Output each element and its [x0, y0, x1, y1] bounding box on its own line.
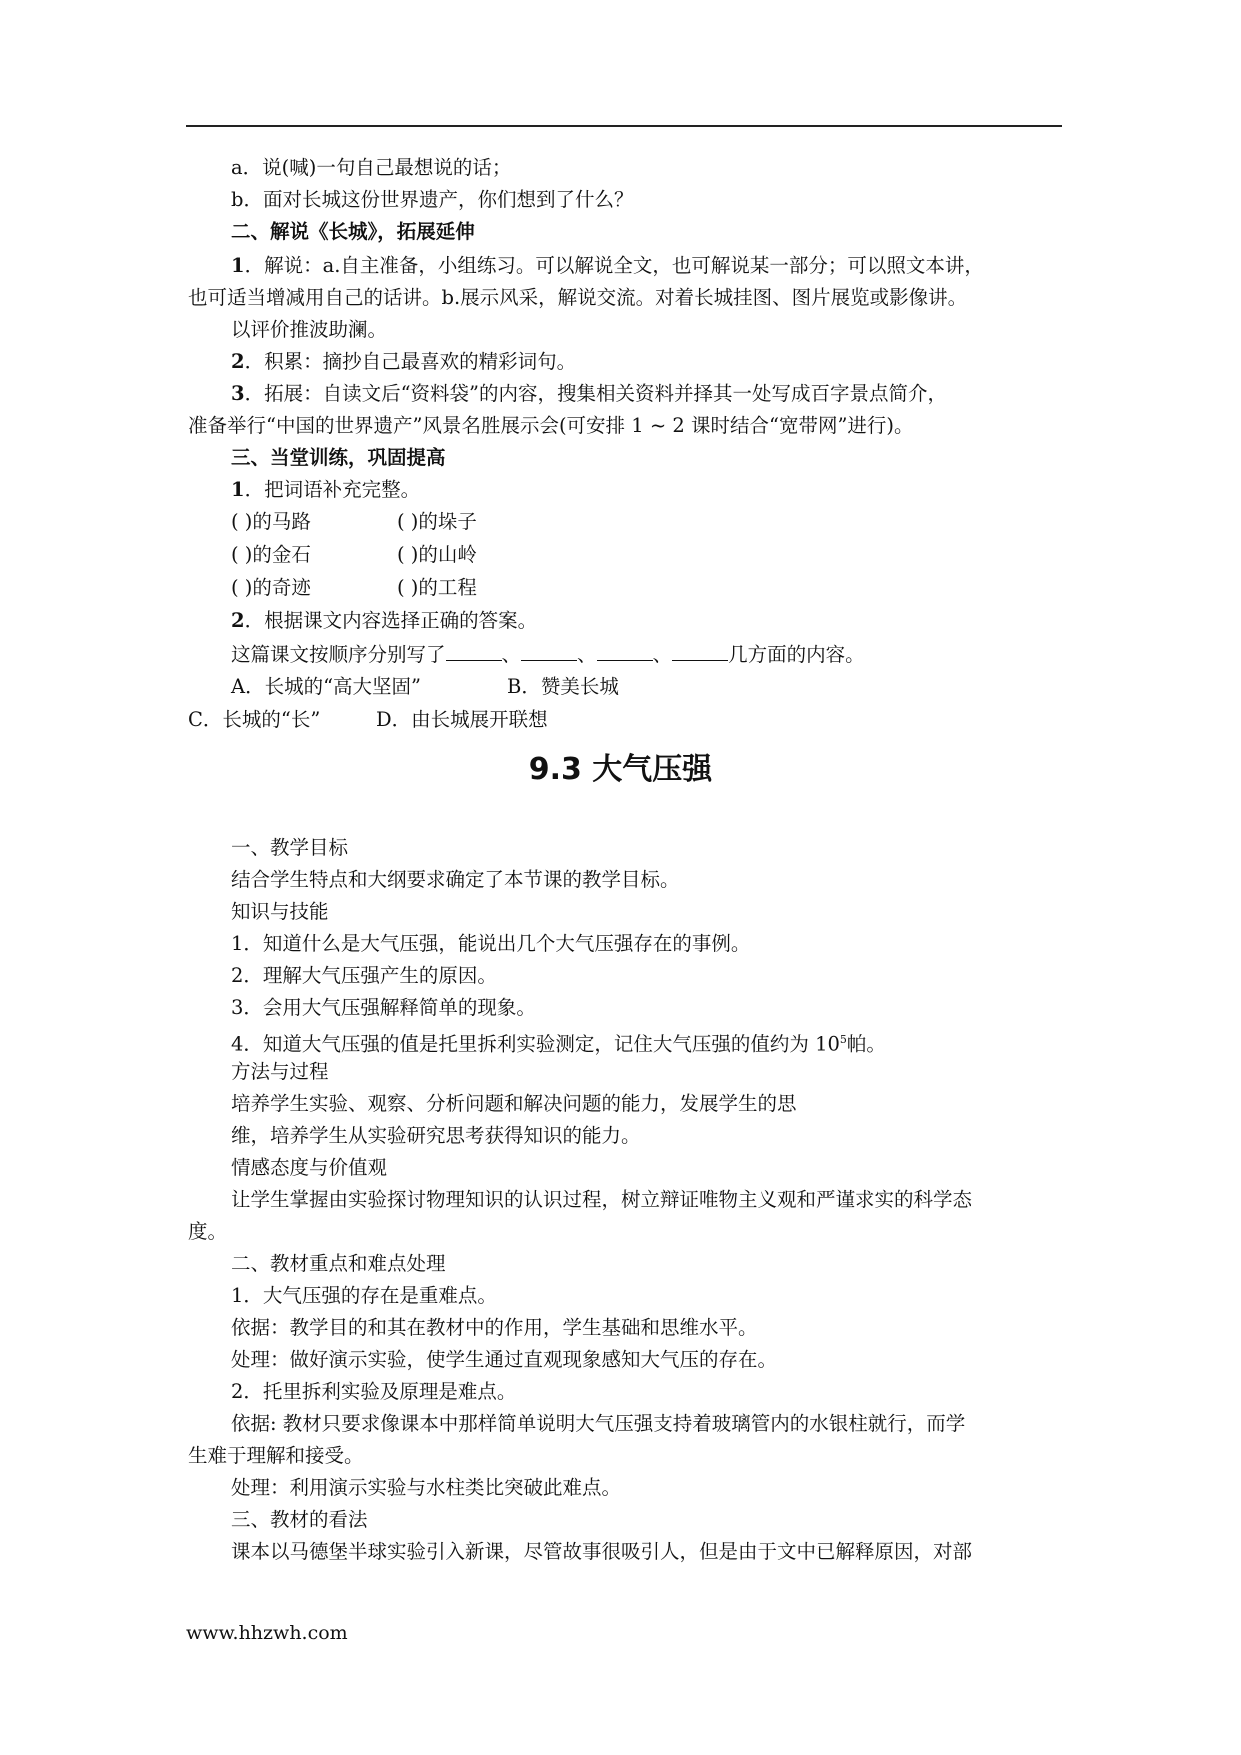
s2-line: 1．大气压强的存在是重难点。	[231, 1284, 497, 1307]
para-1-line-3: 以评价推波助澜。	[231, 318, 388, 341]
s2-line: 结合学生特点和大纲要求确定了本节课的教学目标。	[231, 868, 680, 891]
s2-line-pressure-value	[231, 1028, 886, 1057]
s2-line: 知识与技能	[231, 900, 329, 923]
question-2-text: ．根据课文内容选择正确的答案。	[244, 609, 538, 632]
pressure-exponent: 5	[839, 1033, 847, 1046]
para-3-text: ．拓展：自读文后“资料袋”的内容，搜集相关资料并择其一处写成百字景点简介，	[244, 382, 948, 405]
question-1	[231, 478, 420, 502]
stem-suffix: 几方面的内容。	[728, 643, 865, 666]
para-2-number: 2	[231, 350, 245, 373]
s2-line: 二、教材重点和难点处理	[231, 1252, 446, 1275]
s2-line: 情感态度与价值观	[231, 1156, 388, 1179]
header-rule	[186, 125, 1062, 127]
s2-line: 处理：做好演示实验，使学生通过直观现象感知大气压的存在。	[231, 1348, 778, 1371]
fill-3b: ( )的工程	[397, 576, 477, 599]
para-1-line-1	[231, 254, 984, 278]
pressure-text-pre: 4．知道大气压强的值是托里拆利实验测定，记住大气压强的值约为 10	[231, 1032, 840, 1056]
question-1-number: 1	[231, 478, 245, 501]
s2-line: 课本以马德堡半球实验引入新课，尽管故事很吸引人，但是由于文中已解释原因，对部	[231, 1540, 973, 1563]
s2-line: 培养学生实验、观察、分析问题和解决问题的能力，发展学生的思	[231, 1092, 797, 1115]
para-1-line-2: 也可适当增减用自己的话讲。b.展示风采，解说交流。对着长城挂图、图片展览或影像讲。	[188, 286, 968, 309]
s2-line: 维，培养学生从实验研究思考获得知识的能力。	[231, 1124, 641, 1147]
para-3-line-1	[231, 382, 947, 406]
fill-2b: ( )的山岭	[397, 543, 477, 566]
s2-line: 依据：教学目的和其在教材中的作用，学生基础和思维水平。	[231, 1316, 758, 1339]
para-1-text: ．解说：a.自主准备，小组练习。可以解说全文，也可解说某一部分；可以照文本讲，	[244, 254, 984, 277]
pressure-text-post: 帕。	[846, 1032, 886, 1056]
answer-blank-3[interactable]	[597, 642, 653, 661]
question-1-text: ．把词语补充完整。	[244, 478, 421, 501]
stem-sep-3: 、	[652, 643, 673, 666]
para-2	[231, 350, 576, 374]
para-2-text: ．积累：摘抄自己最喜欢的精彩词句。	[244, 350, 577, 373]
section-title: 9.3 大气压强	[528, 752, 713, 787]
question-2-number: 2	[231, 609, 245, 632]
s2-line: 2．托里拆利实验及原理是难点。	[231, 1380, 517, 1403]
s2-line: 处理：利用演示实验与水柱类比突破此难点。	[231, 1476, 622, 1499]
s2-line: 1．知道什么是大气压强，能说出几个大气压强存在的事例。	[231, 932, 751, 955]
s2-line: 依据: 教材只要求像课本中那样简单说明大气压强支持着玻璃管内的水银柱就行，而学	[231, 1412, 966, 1435]
para-3-number: 3	[231, 382, 245, 405]
stem-prefix: 这篇课文按顺序分别写了	[231, 643, 446, 666]
stem-sep-2: 、	[577, 643, 597, 666]
s2-line: 三、教材的看法	[231, 1508, 368, 1531]
fill-3a: ( )的奇迹	[231, 576, 311, 599]
answer-blank-1[interactable]	[446, 642, 502, 661]
s2-line: 一、教学目标	[231, 836, 349, 859]
s2-line: 2．理解大气压强产生的原因。	[231, 964, 497, 987]
para-1-number: 1	[231, 254, 245, 277]
s2-line: 3．会用大气压强解释简单的现象。	[231, 996, 536, 1019]
heading-3: 三、当堂训练，巩固提高	[231, 446, 446, 469]
fill-1b: ( )的垛子	[397, 510, 477, 533]
s2-line: 度。	[188, 1220, 228, 1243]
heading-2: 二、解说《长城》，拓展延伸	[231, 220, 475, 243]
s2-line: 方法与过程	[231, 1060, 329, 1083]
fill-2a: ( )的金石	[231, 543, 311, 566]
option-b: B．赞美长城	[507, 675, 619, 698]
fill-1a: ( )的马路	[231, 510, 311, 533]
question-2	[231, 609, 537, 633]
answer-blank-2[interactable]	[521, 642, 577, 661]
item-b: b．面对长城这份世界遗产，你们想到了什么？	[231, 188, 634, 211]
option-d: D．由长城展开联想	[376, 708, 548, 731]
question-2-stem	[231, 642, 865, 667]
footer-url: www.hhzwh.com	[186, 1622, 348, 1644]
para-3-line-2: 准备举行“中国的世界遗产”风景名胜展示会(可安排 1 ~ 2 课时结合“宽带网”进行)。	[188, 414, 914, 437]
s2-line: 生难于理解和接受。	[188, 1444, 364, 1467]
s2-line: 让学生掌握由实验探讨物理知识的认识过程，树立辩证唯物主义观和严谨求实的科学态	[231, 1188, 973, 1211]
stem-sep-1: 、	[501, 643, 522, 666]
item-a: a．说(喊)一句自己最想说的话；	[231, 156, 512, 179]
option-c: C．长城的“长”	[188, 708, 321, 731]
answer-blank-4[interactable]	[672, 642, 728, 661]
option-a: A．长城的“高大坚固”	[231, 675, 422, 698]
